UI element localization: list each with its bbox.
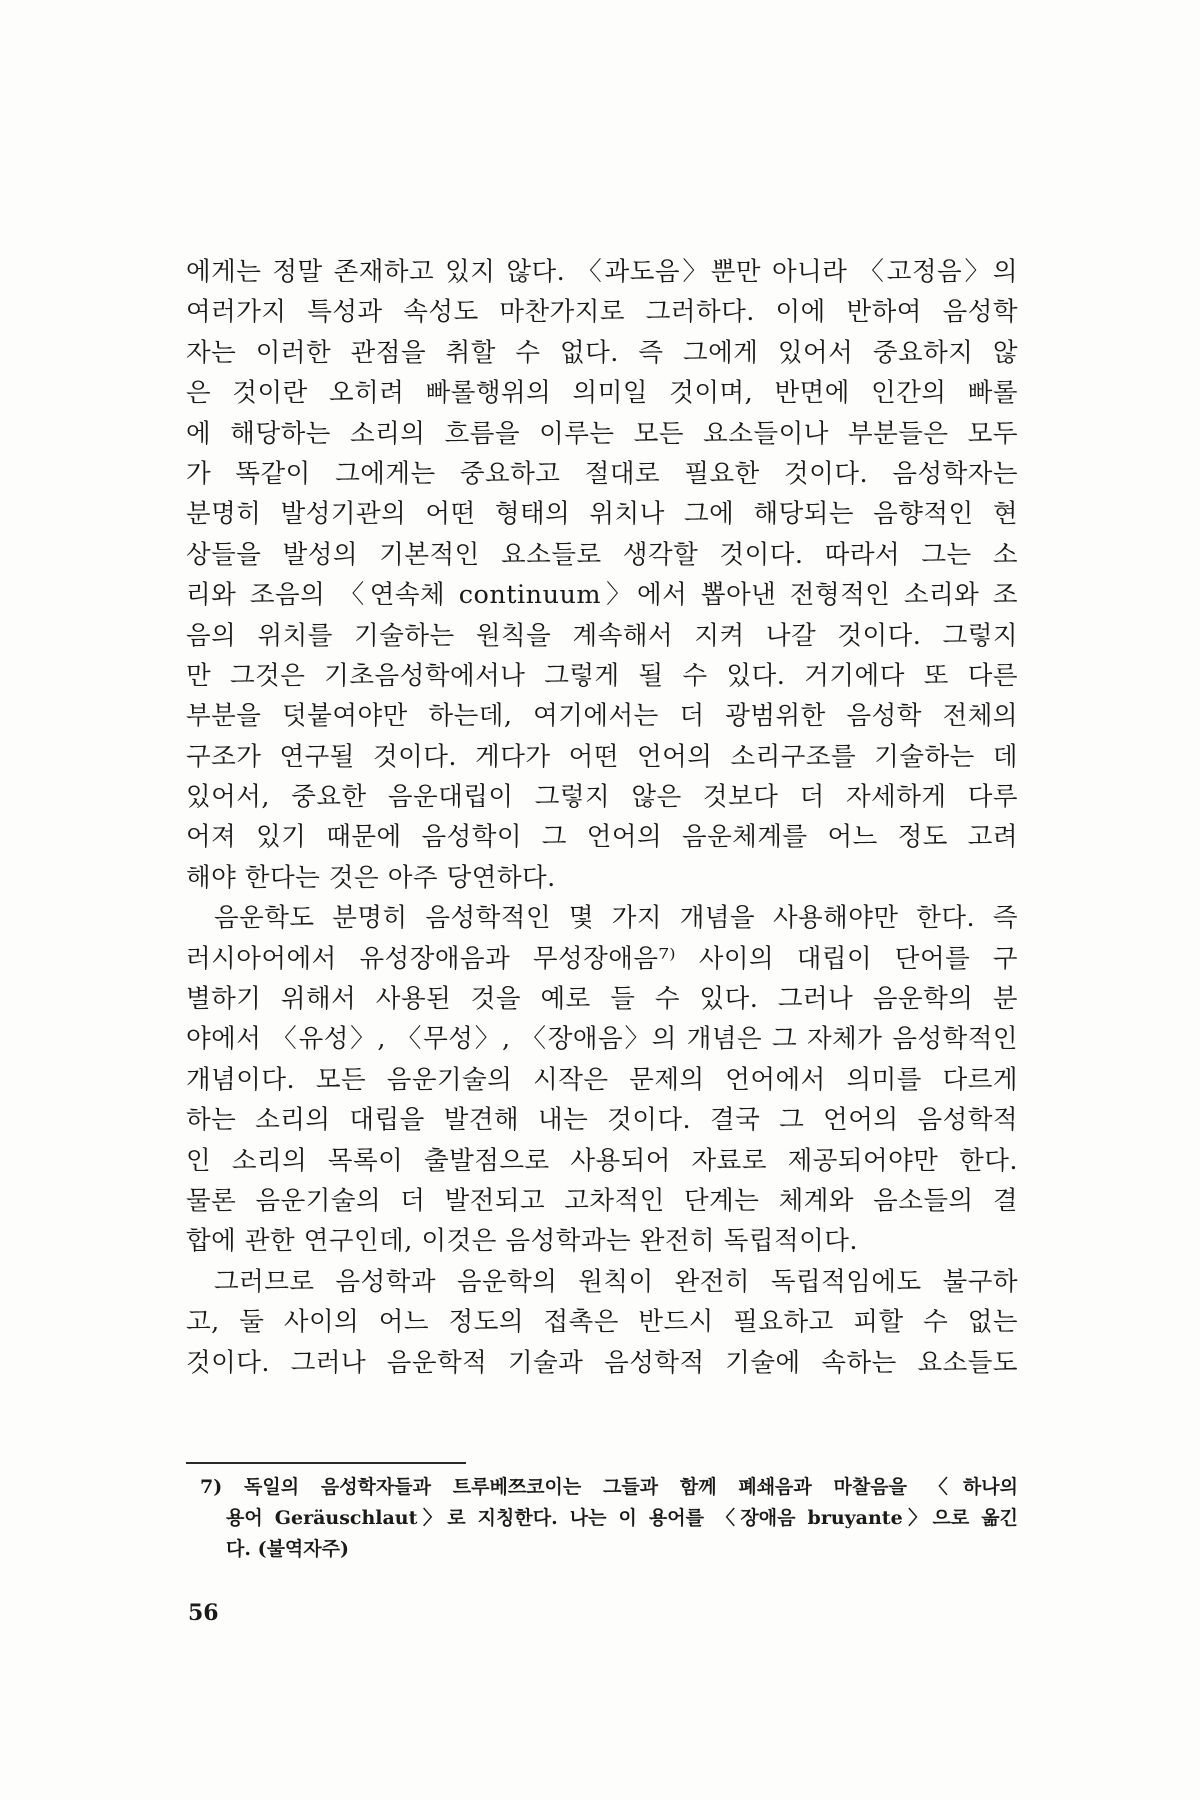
text-line: 것이다. 그러나 음운학적 기술과 음성학적 기술에 속하는 요소들도 bbox=[186, 1347, 1018, 1378]
text-line: 상들을 발성의 기본적인 요소들로 생각할 것이다. 따라서 그는 소 bbox=[186, 539, 1018, 570]
footnote-line: 용어 Geräuschlaut〉로 지칭한다. 나는 이 용어를 〈장애음 bruyante〉으로 옮긴 bbox=[226, 1507, 1018, 1529]
text-line: 물론 음운기술의 더 발전되고 고차적인 단계는 체계와 음소들의 결 bbox=[186, 1185, 1018, 1216]
text-line: 해야 한다는 것은 아주 당연하다. bbox=[186, 862, 556, 893]
page-number: 56 bbox=[188, 1600, 219, 1626]
text-line: 인 소리의 목록이 출발점으로 사용되어 자료로 제공되어야만 한다. bbox=[186, 1145, 1018, 1176]
text-line: 어져 있기 때문에 음성학이 그 언어의 음운체계를 어느 정도 고려 bbox=[186, 822, 1018, 853]
text-line: 가 똑같이 그에게는 중요하고 절대로 필요한 것이다. 음성학자는 bbox=[186, 458, 1018, 489]
text-line: 여러가지 특성과 속성도 마찬가지로 그러하다. 이에 반하여 음성학 bbox=[186, 297, 1018, 328]
text-line: 야에서 〈유성〉, 〈무성〉, 〈장애음〉의 개념은 그 자체가 음성학적인 bbox=[186, 1024, 1018, 1055]
body-text bbox=[186, 252, 1018, 1383]
footnote bbox=[200, 1472, 1018, 1565]
text-line: 음의 위치를 기술하는 원칙을 계속해서 지켜 나갈 것이다. 그렇지 bbox=[186, 620, 1018, 651]
text-line: 은 것이란 오히려 빠롤행위의 의미일 것이며, 반면에 인간의 빠롤 bbox=[186, 378, 1018, 409]
footnote-divider bbox=[186, 1462, 466, 1464]
text-line: 구조가 연구될 것이다. 게다가 어떤 언어의 소리구조를 기술하는 데 bbox=[186, 741, 1018, 772]
text-line: 만 그것은 기초음성학에서나 그렇게 될 수 있다. 거기에다 또 다른 bbox=[186, 660, 1018, 691]
text-line: 자는 이러한 관점을 취할 수 없다. 즉 그에게 있어서 중요하지 않 bbox=[186, 337, 1018, 368]
text-line: 부분을 덧붙여야만 하는데, 여기에서는 더 광범위한 음성학 전체의 bbox=[186, 701, 1018, 732]
footnote-line: 다. (불역자주) bbox=[226, 1538, 349, 1560]
text-line: 있어서, 중요한 음운대립이 그렇지 않은 것보다 더 자세하게 다루 bbox=[186, 782, 1018, 813]
text-line: 별하기 위해서 사용된 것을 예로 들 수 있다. 그러나 음운학의 분 bbox=[186, 984, 1018, 1015]
text-line: 에 해당하는 소리의 흐름을 이루는 모든 요소들이나 부분들은 모두 bbox=[186, 418, 1018, 449]
text-line: 러시아어에서 유성장애음과 무성장애음⁷⁾ 사이의 대립이 단어를 구 bbox=[186, 943, 1018, 974]
text-line: 리와 조음의 〈연속체 continuum〉에서 뽑아낸 전형적인 소리와 조 bbox=[186, 580, 1018, 611]
text-line: 하는 소리의 대립을 발견해 내는 것이다. 결국 그 언어의 음성학적 bbox=[186, 1105, 1018, 1136]
text-line: 합에 관한 연구인데, 이것은 음성학과는 완전히 독립적이다. bbox=[186, 1226, 859, 1257]
text-line: 에게는 정말 존재하고 있지 않다. 〈과도음〉뿐만 아니라 〈고정음〉의 bbox=[186, 257, 1018, 287]
text-line: 분명히 발성기관의 어떤 형태의 위치나 그에 해당되는 음향적인 현 bbox=[186, 499, 1018, 530]
text-line: 고, 둘 사이의 어느 정도의 접촉은 반드시 필요하고 피할 수 없는 bbox=[186, 1307, 1018, 1338]
text-line: 그러므로 음성학과 음운학의 원칙이 완전히 독립적임에도 불구하 bbox=[214, 1266, 1018, 1297]
text-line: 개념이다. 모든 음운기술의 시작은 문제의 언어에서 의미를 다르게 bbox=[186, 1064, 1018, 1095]
footnote-line: 7) 독일의 음성학자들과 트루베쯔코이는 그들과 함께 폐쇄음과 마찰음을 〈하나의 bbox=[200, 1476, 1018, 1498]
text-line: 음운학도 분명히 음성학적인 몇 가지 개념을 사용해야만 한다. 즉 bbox=[214, 903, 1018, 934]
